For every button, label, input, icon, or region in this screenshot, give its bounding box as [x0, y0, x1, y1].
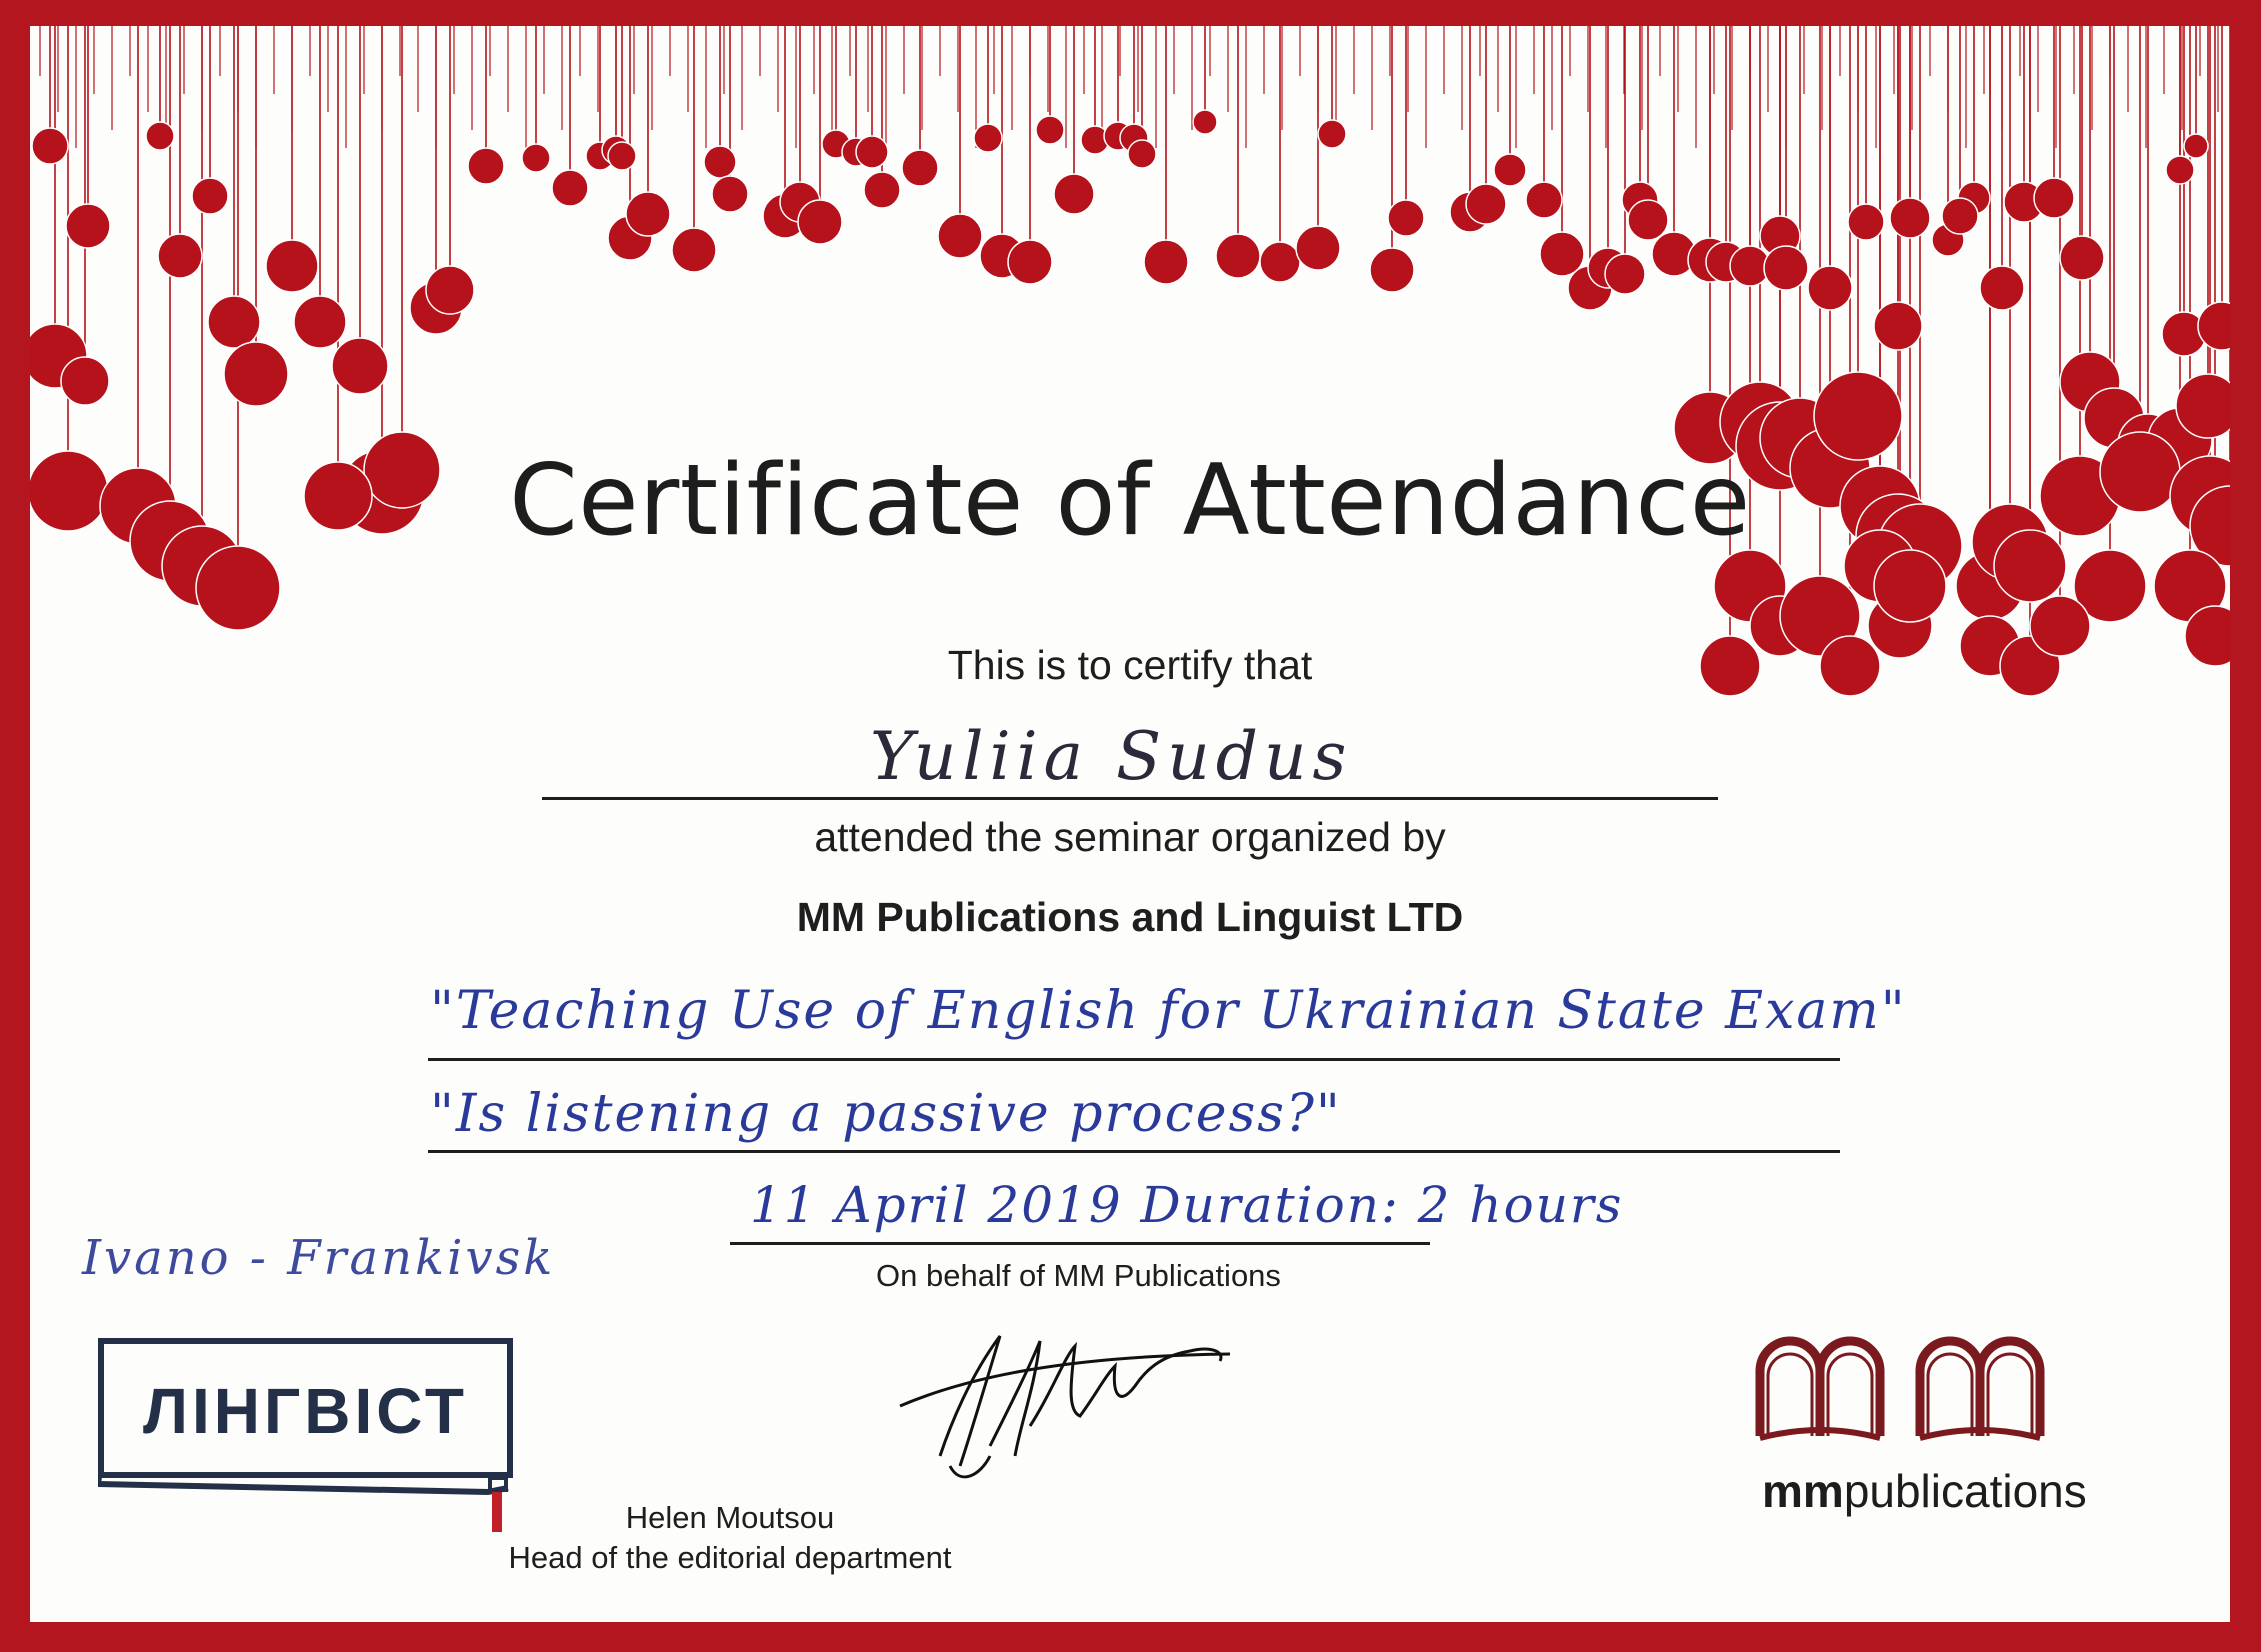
bauble: [208, 296, 260, 348]
bauble: [1216, 234, 1260, 278]
bauble: [1388, 200, 1424, 236]
signer-name: Helen Moutsou: [625, 1500, 835, 1535]
bauble: [1054, 174, 1094, 214]
bauble: [294, 296, 346, 348]
lingvist-logo: [98, 1338, 513, 1478]
seminar-line-2: [428, 1150, 1840, 1153]
bauble: [1942, 198, 1978, 234]
bauble: [1036, 116, 1064, 144]
bauble: [712, 176, 748, 212]
hanging-baubles-decoration: [30, 26, 2230, 726]
mm-arch-inner: [1988, 1354, 2032, 1436]
city-text: Ivano - Frankivsk: [82, 1230, 556, 1286]
name-line: [542, 797, 1718, 800]
bauble: [1128, 140, 1156, 168]
bauble: [1494, 154, 1526, 186]
mm-publications-logo-text: mmpublications: [1762, 1465, 2087, 1517]
bauble: [974, 124, 1002, 152]
bauble: [2034, 178, 2074, 218]
bauble: [266, 240, 318, 292]
seminar-line-1: [428, 1058, 1840, 1061]
mm-arch-inner: [1928, 1354, 1972, 1436]
bauble: [1764, 246, 1808, 290]
mm-arch-inner: [1828, 1354, 1872, 1436]
certificate-title: Certificate of Attendance: [509, 444, 1751, 558]
bauble: [224, 342, 288, 406]
bauble: [332, 338, 388, 394]
bauble: [1193, 110, 1217, 134]
seminar-title-2: "Is listening a passive process?": [430, 1084, 1342, 1144]
date-duration: 11 April 2019 Duration: 2 hours: [750, 1176, 1624, 1234]
bauble: [192, 178, 228, 214]
bauble: [66, 204, 110, 248]
bauble: [1526, 182, 1562, 218]
bauble: [158, 234, 202, 278]
certify-text: This is to certify that: [947, 642, 1313, 688]
bauble: [1628, 200, 1668, 240]
lingvist-logo-text: ЛІНГВІСТ: [143, 1375, 468, 1447]
mm-arch-inner: [1768, 1354, 1812, 1436]
bauble: [2166, 156, 2194, 184]
certificate-sheet: [30, 26, 2230, 1622]
bauble: [1848, 204, 1884, 240]
signer-title: Head of the editorial department: [508, 1540, 952, 1575]
bauble: [608, 142, 636, 170]
bauble: [856, 136, 888, 168]
bauble: [1808, 266, 1852, 310]
bauble: [1318, 120, 1346, 148]
bauble: [864, 172, 900, 208]
organizers-text: MM Publications and Linguist LTD: [796, 894, 1464, 940]
mm-publications-logo-icon: [1750, 1326, 2070, 1456]
bauble: [2060, 236, 2104, 280]
bauble: [1890, 198, 1930, 238]
bauble: [1296, 226, 1340, 270]
bauble: [798, 200, 842, 244]
bauble: [468, 148, 504, 184]
bauble: [196, 546, 280, 630]
bauble: [146, 122, 174, 150]
bauble: [704, 146, 736, 178]
bauble: [2184, 134, 2208, 158]
bauble: [1260, 242, 1300, 282]
bauble: [626, 192, 670, 236]
recipient-name: Yuliia Sudus: [870, 718, 1353, 795]
signature: [890, 1316, 1250, 1496]
bauble: [522, 144, 550, 172]
bauble: [672, 228, 716, 272]
bauble: [1874, 302, 1922, 350]
bauble: [552, 170, 588, 206]
date-line: [730, 1242, 1430, 1245]
bauble: [1874, 550, 1946, 622]
bauble: [1466, 184, 1506, 224]
bauble: [902, 150, 938, 186]
attended-text: attended the seminar organized by: [814, 814, 1446, 860]
bauble: [426, 266, 474, 314]
bauble: [32, 128, 68, 164]
bauble: [1144, 240, 1188, 284]
seminar-title-1: "Teaching Use of English for Ukrainian State Exam": [430, 981, 1907, 1041]
bauble: [938, 214, 982, 258]
bauble: [61, 357, 109, 405]
bauble: [1605, 254, 1645, 294]
bauble: [1370, 248, 1414, 292]
lingvist-logo-bookmark: [98, 1470, 518, 1540]
on-behalf-text: On behalf of MM Publications: [876, 1258, 1281, 1293]
bauble: [1008, 240, 1052, 284]
bauble: [1980, 266, 2024, 310]
